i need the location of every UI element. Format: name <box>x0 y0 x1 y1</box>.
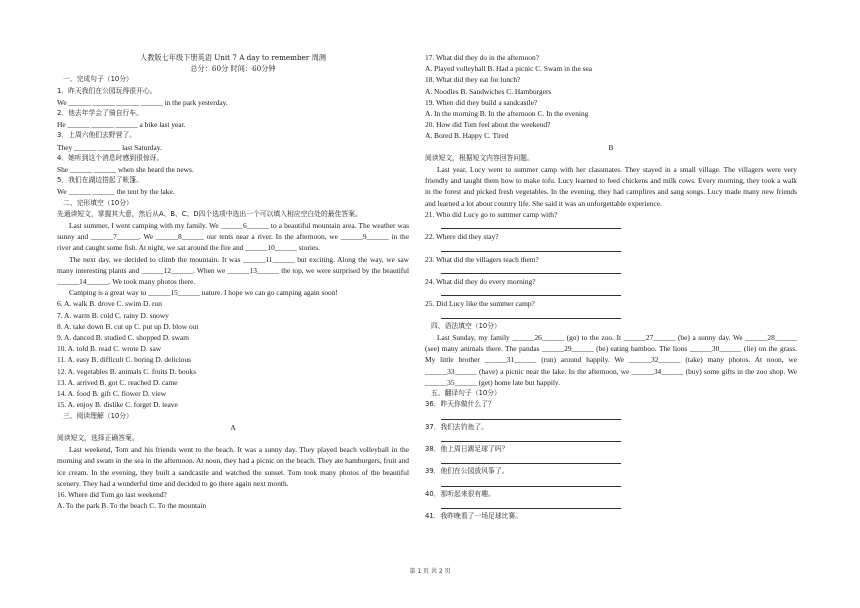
answer-blank-line <box>425 455 797 466</box>
exam-title: 人教版七年级下册英语 Unit 7 A day to remember 周测 <box>140 53 326 62</box>
passage-paragraph: Last Sunday, my family ______26______ (go) to the zoo. It ______27______ (be) a sunny day. We ______28______ (see) many animals there. The pandas ______29______ (be) eating bamboo. The lions ______30______ (lie) on the grass. My little brother ______31______ (run) around happily. We ______32______ (take) many photos. At noon, we ______33______ (have) a picnic near the lake. In the afternoon, we ______34______ (buy) some gifts in the zoo shop. We ______35______ (get) home late but happily. <box>425 333 797 387</box>
passage-label: B <box>608 142 614 152</box>
chinese-prompt: 36．昨天你做什么了？ <box>425 400 495 409</box>
answer-blank-line <box>425 433 797 444</box>
text-line: We ______ ______ the tent by the lake. <box>57 187 175 197</box>
section-heading: 三、阅读理解（10分） <box>63 411 133 420</box>
section-heading: 一、完成句子（10分） <box>63 75 133 84</box>
section-heading: 四、语法填空（10分） <box>431 321 501 330</box>
section-heading: 五、翻译句子（10分） <box>431 389 501 398</box>
text-line: A. In the morning B. In the afternoon C. In the evening <box>425 109 589 119</box>
chinese-prompt: 1．昨天我们在公园玩得很开心。 <box>57 86 157 95</box>
answer-blank-line <box>425 500 797 511</box>
exam-title: 总分：60分 时间：60分钟 <box>190 64 276 74</box>
text-line: 6. A. walk B. drove C. swim D. run <box>57 299 162 309</box>
answer-blank-line <box>425 310 797 321</box>
text-line: 17. What did they do in the afternoon? <box>425 53 539 62</box>
answer-blank-line <box>425 478 797 489</box>
text-line: A. Bored B. Happy C. Tired <box>425 131 509 141</box>
text-line: 20. How did Tom feel about the weekend? <box>425 120 551 130</box>
answer-blank-line <box>425 410 797 421</box>
left-column <box>57 52 409 511</box>
text-line: 9. A. danced B. studied C. shopped D. swam <box>57 333 189 343</box>
chinese-prompt: 阅读短文，选择正确答案。 <box>57 433 139 442</box>
text-line: A. Played volleyball B. Had a picnic C. Swam in the sea <box>425 64 593 74</box>
text-line: 23. What did the villagers teach them? <box>425 254 539 264</box>
text-line: 12. A. vegetables B. animals C. fruits D. books <box>57 366 196 376</box>
passage-paragraph: The next day, we decided to climb the mountain. It was ______11______ but exciting. Along the way, we saw many interesting plants and ______12______. When we ______13______ the top, we were surprised by the beautiful ______14______. We took many photos there. <box>57 254 409 287</box>
text-line: We ______ ______ ______ ______ in the park yesterday. <box>57 97 228 107</box>
passage-paragraph: Last weekend, Tom and his friends went to the beach. It was a sunny day. They played beach volleyball in the morning and swam in the sea in the afternoon. At noon, they had a picnic on the beach. They ate hamburgers, fruit and ice cream. In the evening, they built a sandcastle and watched the sunset. Tom took many photos of the beautiful scenery. They had a wonderful time and decided to go there again next month. <box>57 445 409 488</box>
chinese-prompt: 5．我们在湖边搭起了帐篷。 <box>57 176 143 185</box>
section-heading: 二、完形填空（10分） <box>63 198 133 207</box>
text-line: 16. Where did Tom go last weekend? <box>57 489 167 499</box>
chinese-prompt: 41．我昨晚看了一场足球比赛。 <box>425 512 523 521</box>
text-line: 22. Where did they stay? <box>425 232 499 242</box>
chinese-prompt: 38．他上周日踢足球了吗？ <box>425 445 509 453</box>
answer-blank-line <box>425 265 797 276</box>
chinese-prompt: 40．那听起来很有趣。 <box>425 489 495 498</box>
chinese-prompt: 37．我们去钓鱼了。 <box>425 422 489 431</box>
passage-label: A <box>230 422 236 432</box>
passage-paragraph: 先通读短文，掌握其大意，然后从A、B、C、D四个选项中选出一个可以填入相应空白处的最佳答案。 <box>57 209 362 218</box>
text-line: 19. When did they build a sandcastle? <box>425 97 538 107</box>
text-line: She ______ ______ when she heard the news. <box>57 165 194 175</box>
text-line: 7. A. warm B. cold C. rainy D. snowy <box>57 310 169 320</box>
answer-blank-line <box>425 220 797 231</box>
text-line: A. To the park B. To the beach C. To the mountain <box>57 501 207 511</box>
passage-paragraph: Last year, Lucy went to summer camp with her classmates. They stayed in a small village. The villagers were very friendly and taught them how to make tofu. Lucy learned to feed chickens and milk cows. Every morning, they took a walk in the forest and picked fresh vegetables. In the evening, they had campfires and sang songs. Lucy made many new friends and learned a lot about country life. She said it was an unforgettable experience. <box>425 165 797 208</box>
chinese-prompt: 阅读短文，根据短文内容回答问题。 <box>425 153 534 162</box>
answer-blank-line <box>425 242 797 253</box>
text-line: 11. A. easy B. difficult C. boring D. delicious <box>57 355 192 365</box>
passage-paragraph: Camping is a great way to ______15______ nature. I hope we can go camping again soon! <box>69 288 338 298</box>
text-line: 10. A. told B. read C. wrote D. saw <box>57 344 162 354</box>
text-line: They ______ ______ last Saturday. <box>57 142 162 152</box>
right-column <box>425 52 797 522</box>
text-line: A. Noodles B. Sandwiches C. Hamburgers <box>425 86 552 96</box>
text-line: 25. Did Lucy like the summer camp? <box>425 299 535 309</box>
chinese-prompt: 3．上周六他们去野营了。 <box>57 131 137 140</box>
text-line: 14. A. food B. gift C. flower D. view <box>57 389 167 399</box>
text-line: 18. What did they eat for lunch? <box>425 75 521 85</box>
text-line: He ______ ______ ______ a bike last year. <box>57 120 186 130</box>
chinese-prompt: 4．她听到这个消息时感到很惊讶。 <box>57 153 164 162</box>
chinese-prompt: 39．他们在公园放风筝了。 <box>425 467 509 476</box>
text-line: 8. A. take down B. cut up C. put up D. blow out <box>57 321 199 331</box>
chinese-prompt: 2．他去年学会了骑自行车。 <box>57 109 143 118</box>
text-line: 13. A. arrived B. got C. reached D. came <box>57 377 178 387</box>
passage-paragraph: Last summer, I went camping with my family. We ______6______ to a beautiful mountain area. The weather was sunny and ______7______. We ______8______ our tents near a river. In the afternoon, we ______9______ in the river and caught some fish. At night, we sat around the fire and ______10______ stories. <box>57 221 409 253</box>
text-line: 21. Who did Lucy go to summer camp with? <box>425 209 558 219</box>
page-footer: 第 1 页 共 2 页 <box>409 568 451 575</box>
text-line: 24. What did they do every morning? <box>425 277 536 287</box>
text-line: 15. A. enjoy B. dislike C. forget D. leave <box>57 400 178 410</box>
answer-blank-line <box>425 287 797 298</box>
